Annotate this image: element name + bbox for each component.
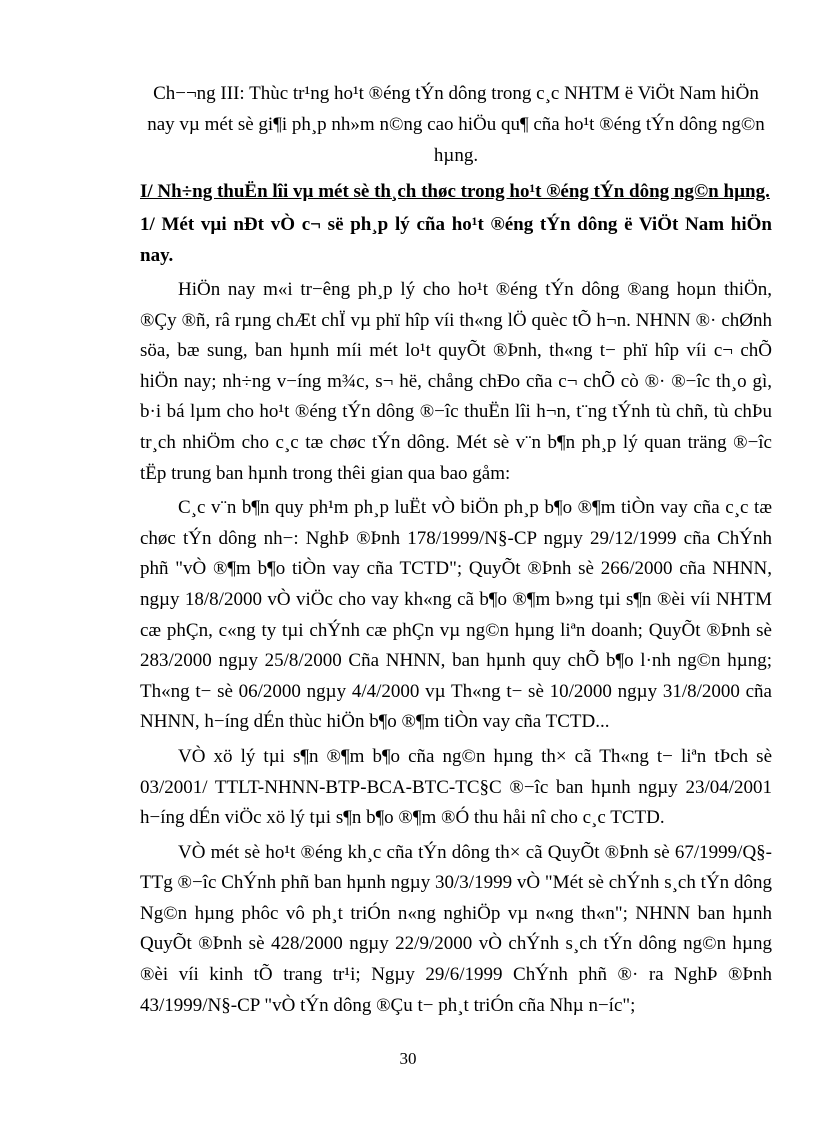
paragraph-loan-security-documents: C¸c v¨n b¶n quy ph¹m ph¸p luËt vÒ biÖn ph¸p b¶o ®¶m tiÒn vay cña c¸c tæ chøc tÝn dông nh−: NghÞ ®Þnh 178/1999/N§-CP ngµy 29/12/1999 cña ChÝnh phñ "vÒ ®¶m b¶o tiÒn vay cña TCTD"; QuyÕt ®Þnh sè 266/2000 cña NHNN, ngµy 18/8/2000 vÒ viÖc cho vay kh«ng cã b¶o ®¶m b»ng tµi s¶n ®èi víi NHTM cæ phÇn, c«ng ty tµi chÝnh cæ phÇn vµ ng©n hµng liªn doanh; QuyÕt ®Þnh sè 283/2000 ngµy 25/8/2000 Cña NHNN, ban hµnh quy chÕ b¶o l·nh ng©n hµng; Th«ng t− sè 06/2000 ngµy 4/4/2000 vµ Th«ng t− sè 10/2000 ngµy 31/8/2000 cña NHNN, h−íng dÉn thùc hiÖn b¶o ®¶m tiÒn vay cña TCTD... bbox=[140, 497, 772, 733]
paragraph-legal-environment: HiÖn nay m«i tr−êng ph¸p lý cho ho¹t ®éng tÝn dông ®ang hoµn thiÖn, ®Çy ®ñ, râ rµng chÆt chÏ vµ phï hîp víi th«ng lÖ quèc tÕ h¬n. NHNN ®· chØnh söa, bæ sung, ban hµnh míi mét lo¹t quyÕt ®Þnh, th«ng t− phï hîp víi c¬ chÕ hiÖn nay; nh÷ng v−íng m¾c, s¬ hë, chång chÐo cña c¬ chÕ cò ®· ®−îc th¸o gì, b·i bá lµm cho ho¹t ®éng tÝn dông ®−îc thuËn lîi h¬n, t¨ng tÝnh tù chñ, tù chÞu tr¸ch nhiÖm cho c¸c tæ chøc tÝn dông. Mét sè v¨n b¶n ph¸p lý quan träng ®−îc tËp trung ban hµnh trong thêi gian qua bao gåm: bbox=[140, 279, 772, 484]
document-page bbox=[140, 78, 772, 1021]
paragraph-other-credit-activities: VÒ mét sè ho¹t ®éng kh¸c cña tÝn dông th× cã QuyÕt ®Þnh sè 67/1999/Q§- TTg ®−îc ChÝnh phñ ban hµnh ngµy 30/3/1999 vÒ "Mét sè chÝnh s¸ch tÝn dông Ng©n hµng phôc vô ph¸t triÓn n«ng nghiÖp vµ n«ng th«n"; NHNN ban hµnh QuyÕt ®Þnh sè 428/2000 ngµy 22/9/2000 vÒ chÝnh s¸ch tÝn dông ng©n hµng ®èi víi kinh tÕ trang tr¹i; Ngµy 29/6/1999 ChÝnh phñ ®· ra NghÞ ®Þnh 43/1999/N§-CP "vÒ tÝn dông ®Çu t− ph¸t triÓn cña Nhµ n−íc"; bbox=[140, 841, 772, 1016]
chapter-title: Ch−¬ng III: Thùc tr¹ng ho¹t ®éng tÝn dông trong c¸c NHTM ë ViÖt Nam hiÖn nay vµ mét sè gi¶i ph¸p nh»m n©ng cao hiÖu qu¶ cña ho¹t ®éng tÝn dông ng©n hµng. bbox=[147, 83, 765, 166]
paragraph-collateral-handling: VÒ xö lý tµi s¶n ®¶m b¶o cña ng©n hµng th× cã Th«ng t− liªn tÞch sè 03/2001/ TTLT-NHNN-BTP-BCA-BTC-TC§C ®−îc ban hµnh ngµy 23/04/2001 h−íng dÉn viÖc xö lý tµi s¶n b¶o ®¶m ®Ó thu håi nî cho c¸c TCTD. bbox=[140, 745, 772, 829]
section-heading: I/ Nh÷ng thuËn lîi vµ mét sè th¸ch thøc trong ho¹t ®éng tÝn dông ng©n hµng. bbox=[140, 181, 770, 202]
sub-heading: 1/ Mét vµi nÐt vÒ c¬ së ph¸p lý cña ho¹t ®éng tÝn dông ë ViÖt Nam hiÖn nay. bbox=[140, 214, 772, 266]
page-number: 30 bbox=[399, 1049, 417, 1068]
